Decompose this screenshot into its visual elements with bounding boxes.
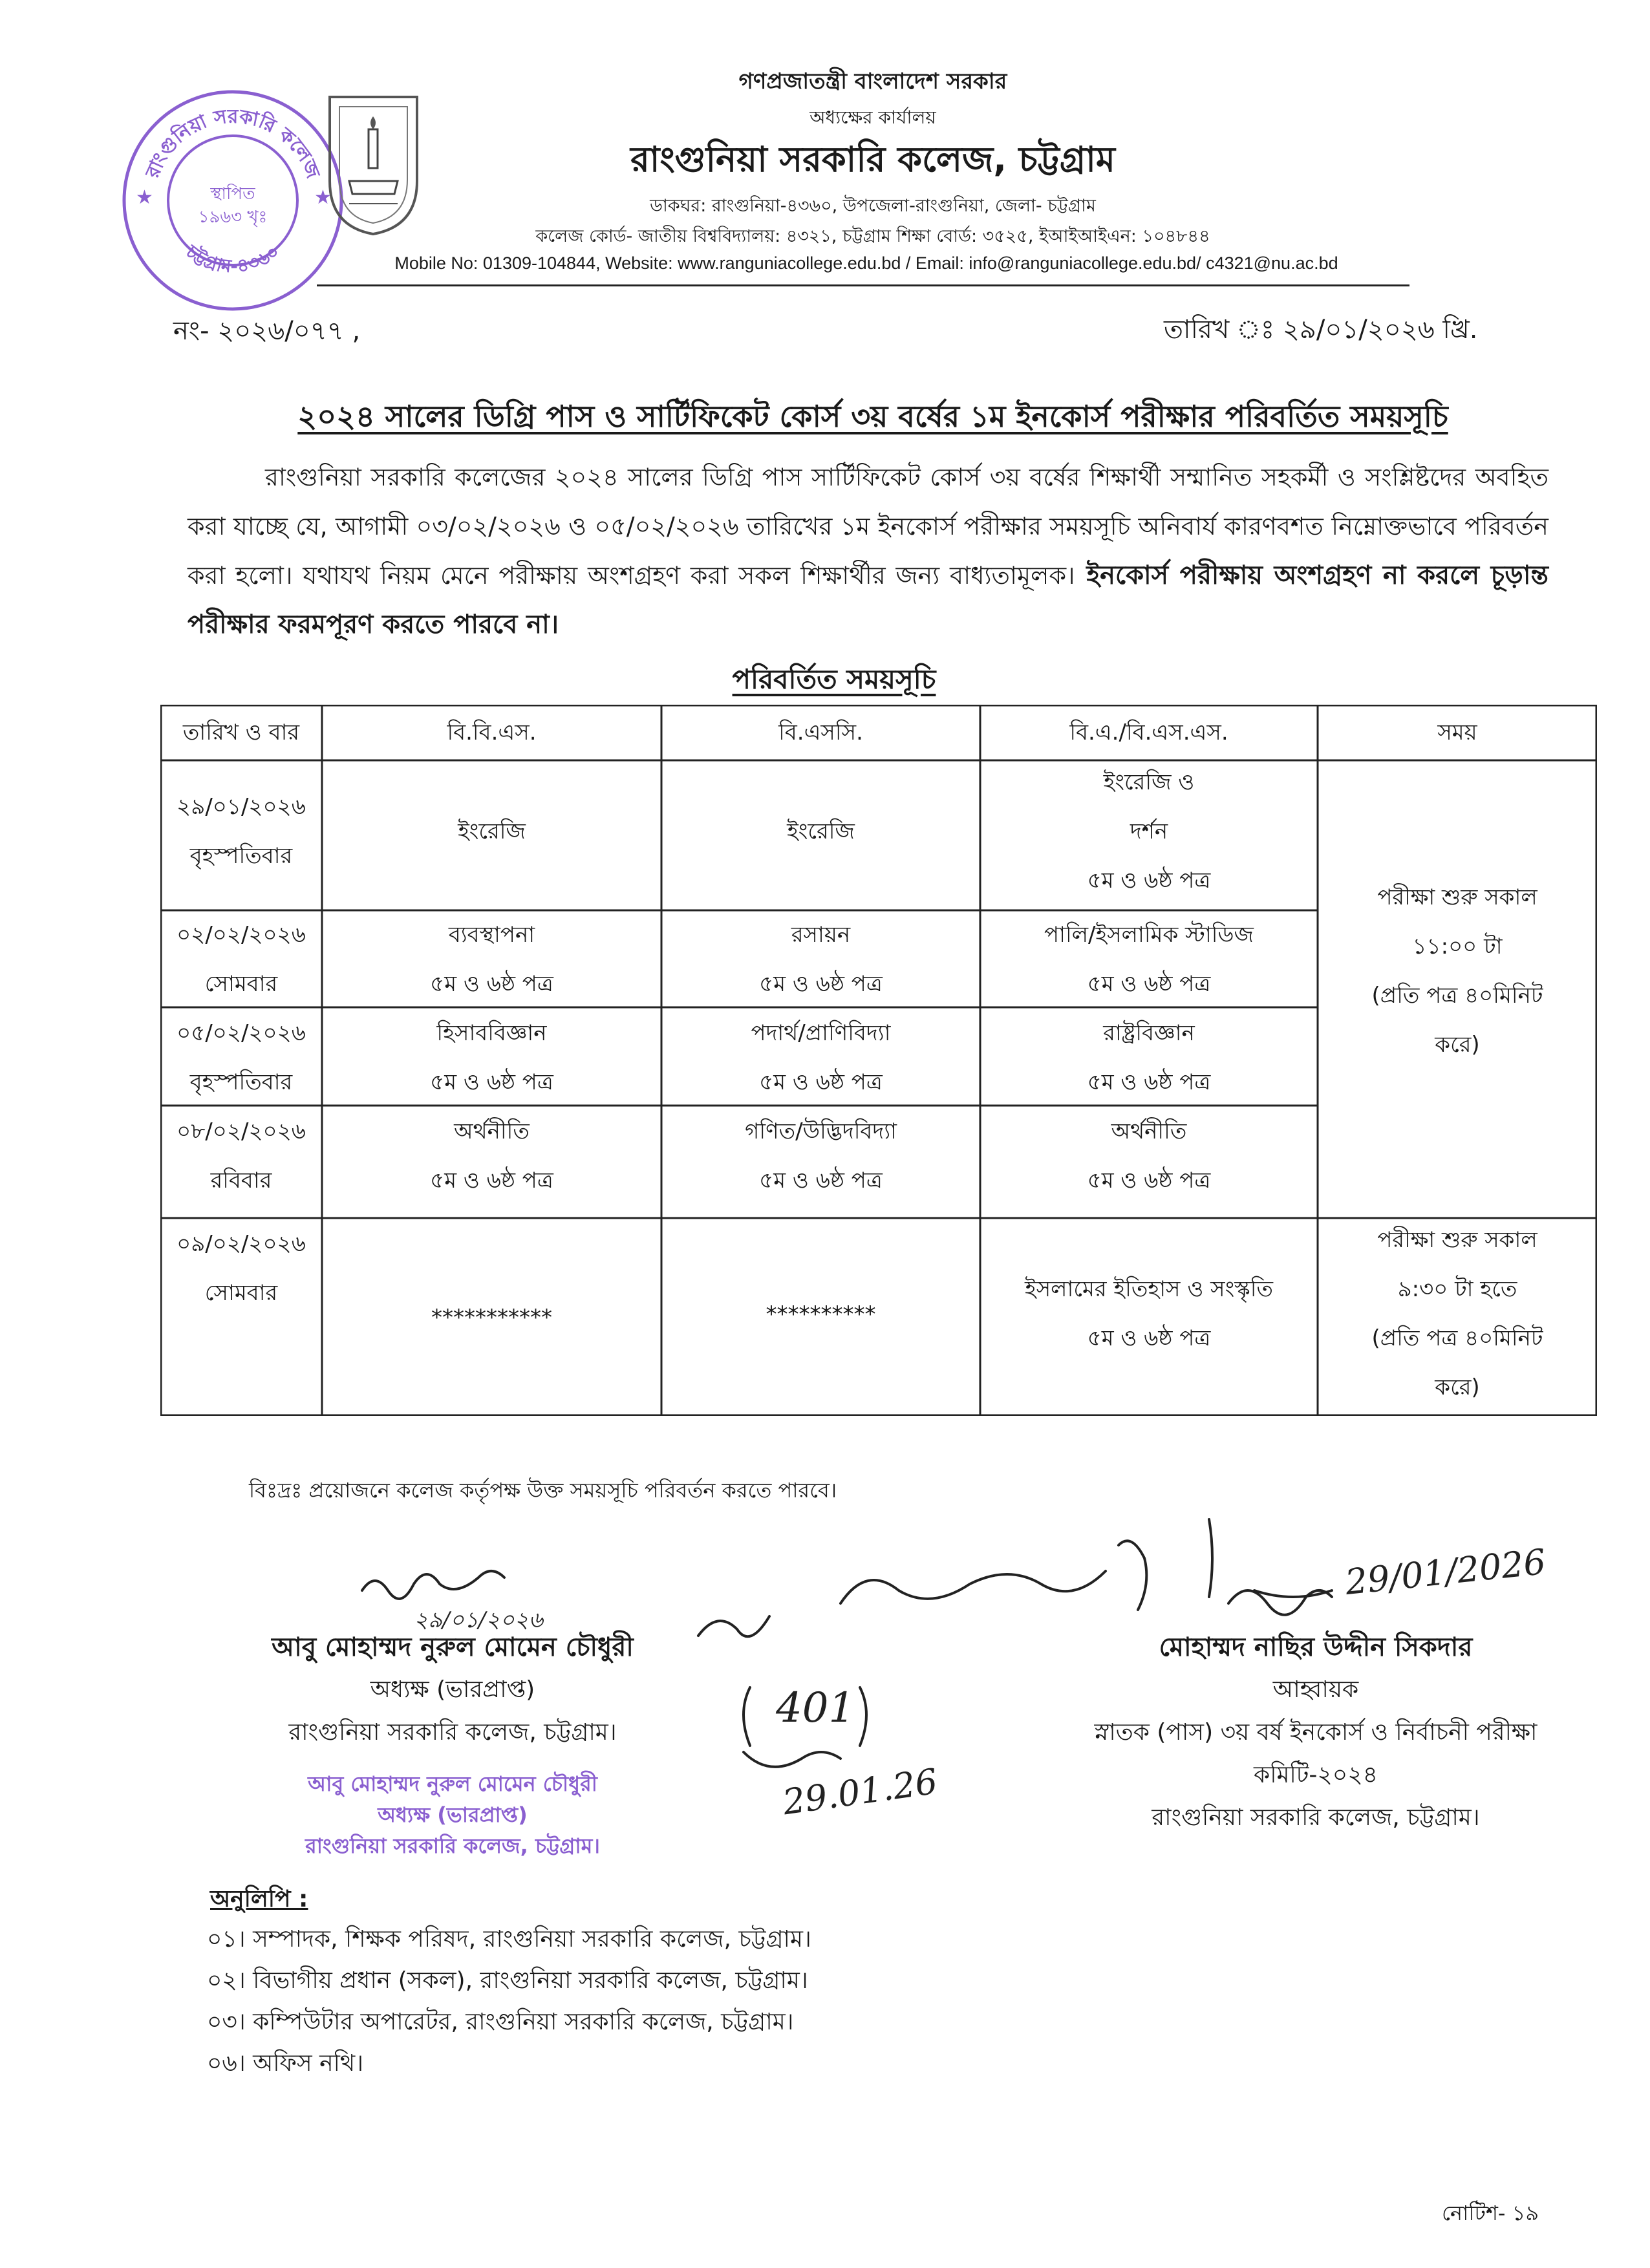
signatory-right (1009, 1626, 1623, 1839)
row-bbs (322, 1009, 661, 1107)
row-day: সোমবার (204, 1280, 278, 1306)
college-name: রাংগুনিয়া সরকারি কলেজ, চট্টগ্রাম (630, 139, 1115, 180)
row-bsc-line: পদার্থ/প্রাণিবিদ্যা (751, 1020, 891, 1046)
handwritten-middle-number: 401 (776, 1684, 855, 1732)
row-ba (980, 910, 1318, 1009)
row-day: বৃহস্পতিবার (189, 843, 293, 869)
row-ba (980, 1107, 1318, 1205)
college-seal (116, 84, 349, 317)
row-day: সোমবার (204, 971, 278, 997)
college-contact: Mobile No: 01309-104844, Website: www.ranguniacollege.edu.bd / Email: info@ranguniacollege.edu.bd/ c4321@nu.ac.bd (394, 253, 1338, 273)
svg-text:★: ★ (314, 186, 332, 209)
list-item: ০১। সম্পাদক, শিক্ষক পরিষদ, রাংগুনিয়া সরকারি কলেজ, চট্টগ্রাম। (207, 1926, 811, 1952)
row-bsc-line: ৫ম ও ৬ষ্ঠ পত্র (759, 1168, 883, 1193)
row-ba-line: ইংরেজি ও (1103, 769, 1195, 795)
signatory-right-designation: আহ্বায়ক (1272, 1676, 1359, 1703)
row-ba-line: ৫ম ও ৬ষ্ঠ পত্র (1087, 1325, 1211, 1351)
list-item: ০৩। কম্পিউটার অপারেটর, রাংগুনিয়া সরকারি কলেজ, চট্টগ্রাম। (207, 2009, 794, 2035)
time-line: পরীক্ষা শুরু সকাল (1377, 1227, 1538, 1253)
row-bbs: *********** (431, 1305, 552, 1331)
row-date: ২৯/০১/২০২৬ (177, 794, 306, 820)
stamp-line: রাংগুনিয়া সরকারি কলেজ, চট্টগ্রাম। (305, 1834, 600, 1858)
time-line: ১১:০০ টা (1412, 934, 1503, 959)
row-ba-line: ইসলামের ইতিহাস ও সংস্কৃতি (1025, 1276, 1273, 1302)
time-line: করে) (1435, 1032, 1480, 1058)
row-date: ০৫/০২/২০২৬ (177, 1020, 306, 1046)
signatory-left-name: আবু মোহাম্মদ নুরুল মোমেন চৌধুরী (272, 1632, 634, 1662)
list-item: ০৬। অফিস নথি। (207, 2050, 364, 2077)
row-bbs: ইংরেজি (458, 818, 526, 844)
row-ba-line: ৫ম ও ৬ষ্ঠ পত্র (1087, 868, 1211, 893)
row-bbs (322, 1107, 661, 1205)
row-bsc: ********** (766, 1301, 876, 1327)
row-ba (980, 758, 1318, 905)
row-ba (980, 1265, 1318, 1363)
row-day: রবিবার (210, 1168, 272, 1193)
row-bbs-line: ৫ম ও ৬ষ্ঠ পত্র (430, 1069, 553, 1095)
copies-heading: অনুলিপি : (210, 1886, 308, 1912)
signatory-left-org: রাংগুনিয়া সরকারি কলেজ, চট্টগ্রাম। (288, 1719, 617, 1746)
row-day: বৃহস্পতিবার (189, 1069, 293, 1095)
name-stamp (259, 1768, 647, 1861)
row-bsc (661, 910, 980, 1009)
header-bbs: বি.বি.এস. (447, 720, 537, 745)
row-bbs-line: হিসাববিজ্ঞান (436, 1020, 547, 1046)
row-ba-line: ৫ম ও ৬ষ্ঠ পত্র (1087, 971, 1211, 997)
time-line: ৯:৩০ টা হতে (1397, 1276, 1517, 1302)
row-bsc (661, 1009, 980, 1107)
row-bsc-line: গণিত/উদ্ভিদবিদ্যা (745, 1118, 897, 1144)
row-date: ০৮/০২/২০২৬ (177, 1118, 306, 1144)
signatory-left (194, 1626, 711, 1754)
notice-date: তারিখ ঃ ২৯/০১/২০২৬ খ্রি. (1164, 315, 1478, 345)
handwritten-right-date: 29/01/2026 (1343, 1541, 1548, 1603)
header-bsc: বি.এসসি. (778, 720, 863, 745)
list-item: ০২। বিভাগীয় প্রধান (সকল), রাংগুনিয়া সরকারি কলেজ, চট্টগ্রাম। (207, 1967, 808, 1994)
table-row (160, 1107, 322, 1205)
college-address: ডাকঘর: রাংগুনিয়া-৪৩৬০, উপজেলা-রাংগুনিয়া, জেলা- চট্টগ্রাম (650, 196, 1096, 216)
header-time: সময় (1437, 720, 1477, 745)
signatory-right-org: রাংগুনিয়া সরকারি কলেজ, চট্টগ্রাম। (1152, 1804, 1480, 1831)
time-cell-early (1318, 1215, 1597, 1412)
row-bsc-line: ৫ম ও ৬ষ্ঠ পত্র (759, 971, 883, 997)
office-heading: অধ্যক্ষের কার্যালয় (809, 107, 936, 128)
handwritten-left-date: ২৯/০১/২০২৬ (414, 1607, 543, 1633)
table-row (160, 1219, 322, 1318)
row-bbs (322, 910, 661, 1009)
body-bold-text: ইনকোর্স পরীক্ষায় অংশগ্রহণ না করলে চূড়ান্ত পরীক্ষার ফরমপূরণ করতে পারবে না। (188, 561, 1548, 639)
schedule-table (160, 705, 1597, 1416)
schedule-title: পরিবর্তিত সময়সূচি (732, 663, 936, 695)
time-line: করে) (1435, 1375, 1480, 1400)
copies-list (207, 1919, 811, 2084)
row-bsc-line: রসায়ন (791, 922, 851, 948)
table-row (160, 782, 322, 881)
notice-title: ২০২৪ সালের ডিগ্রি পাস ও সার্টিফিকেট কোর্স ৩য় বর্ষের ১ম ইনকোর্স পরীক্ষার পরিবর্তিত সময়সূচি (297, 399, 1448, 434)
table-row (160, 1009, 322, 1107)
handwritten-middle-date: 29.01.26 (780, 1760, 940, 1823)
svg-text:★: ★ (136, 186, 153, 209)
row-bsc-line: ৫ম ও ৬ষ্ঠ পত্র (759, 1069, 883, 1095)
college-emblem-icon (317, 84, 430, 239)
row-ba-line: অর্থনীতি (1111, 1118, 1187, 1144)
signatory-left-designation: অধ্যক্ষ (ভারপ্রাপ্ত) (370, 1676, 535, 1703)
seal-inner-line1: স্থাপিত (210, 184, 255, 204)
svg-text:চট্টগ্রাম-৪৩৬০ (182, 241, 284, 277)
time-line: (প্রতি পত্র ৪০মিনিট (1371, 983, 1543, 1009)
header-date-day: তারিখ ও বার (182, 720, 300, 745)
memo-number: নং- ২০২৬/০৭৭ , (173, 316, 361, 346)
signatory-right-name: মোহাম্মদ নাছির উদ্দীন সিকদার (1159, 1632, 1473, 1662)
footnote: বিঃদ্রঃ প্রয়োজনে কলেজ কর্তৃপক্ষ উক্ত সময়সূচি পরিবর্তন করতে পারবে। (249, 1478, 837, 1503)
svg-text:রাংগুনিয়া সরকারি কলেজ (141, 105, 325, 182)
signatory-right-committee2: কমিটি-২০২৪ (1254, 1762, 1378, 1788)
row-bbs-line: ৫ম ও ৬ষ্ঠ পত্র (430, 971, 553, 997)
row-date: ০২/০২/২০২৬ (177, 922, 306, 948)
notice-number: নোটিশ- ১৯ (1442, 2201, 1539, 2225)
row-ba-line: পালি/ইসলামিক স্টাডিজ (1044, 922, 1254, 948)
time-line: পরীক্ষা শুরু সকাল (1377, 884, 1538, 910)
row-date: ০৯/০২/২০২৬ (177, 1231, 306, 1257)
header-ba-bss: বি.এ./বি.এস.এস. (1069, 720, 1228, 745)
row-bsc: ইংরেজি (787, 818, 855, 844)
college-codes: কলেজ কোর্ড- জাতীয় বিশ্ববিদ্যালয়: ৪৩২১, চট্টগ্রাম শিক্ষা বোর্ড: ৩৫২৫, ইআইআইএন: ১০৪৮৪৪ (535, 226, 1210, 246)
body-normal-text: রাংগুনিয়া সরকারি কলেজের ২০২৪ সালের ডিগ্রি পাস সার্টিফিকেট কোর্স ৩য় বর্ষের শিক্ষার্থী সম্মানিত সহকর্মী ও সংশ্লিষ্টদের অবহিত করা যাচ্ছে যে, আগামী ০৩/০২/২০২৬ ও ০৫/০২/২০২৬ তারিখের ১ম ইনকোর্স পরীক্ষার সময়সূচি অনিবার্য কারণবশত নিম্নোক্তভাবে পরিবর্তন করা হলো। যথাযথ নিয়ম মেনে পরীক্ষায় অংশগ্রহণ করা সকল শিক্ষার্থীর জন্য বাধ্যতামূলক। (188, 463, 1548, 590)
table-row (160, 910, 322, 1009)
row-ba-line: ৫ম ও ৬ষ্ঠ পত্র (1087, 1168, 1211, 1193)
stamp-line: আবু মোহাম্মদ নুরুল মোমেন চৌধুরী (308, 1771, 597, 1796)
stamp-line: অধ্যক্ষ (ভারপ্রাপ্ত) (378, 1803, 528, 1827)
row-ba (980, 1009, 1318, 1107)
time-cell-morning (1318, 873, 1597, 1069)
row-bbs-line: ৫ম ও ৬ষ্ঠ পত্র (430, 1168, 553, 1193)
row-bbs-line: অর্থনীতি (454, 1118, 530, 1144)
seal-inner-line2: ১৯৬৩ খৃঃ (198, 208, 268, 227)
row-ba-line: দর্শন (1130, 818, 1168, 844)
row-bbs-line: ব্যবস্থাপনা (448, 922, 535, 948)
government-heading: গণপ্রজাতন্ত্রী বাংলাদেশ সরকার (738, 69, 1007, 94)
seal-outer-text: রাংগুনিয়া সরকারি কলেজ (141, 105, 325, 182)
seal-bottom-text: চট্টগ্রাম-৪৩৬০ (182, 241, 284, 277)
row-ba-line: রাষ্ট্রবিজ্ঞান (1103, 1020, 1195, 1046)
row-bsc (661, 1107, 980, 1205)
header-divider (317, 284, 1409, 286)
row-ba-line: ৫ম ও ৬ষ্ঠ পত্র (1087, 1069, 1211, 1095)
notice-body (188, 453, 1548, 649)
signatory-right-committee: স্নাতক (পাস) ৩য় বর্ষ ইনকোর্স ও নির্বাচনী পরীক্ষা (1094, 1719, 1538, 1746)
time-line: (প্রতি পত্র ৪০মিনিট (1371, 1325, 1543, 1351)
